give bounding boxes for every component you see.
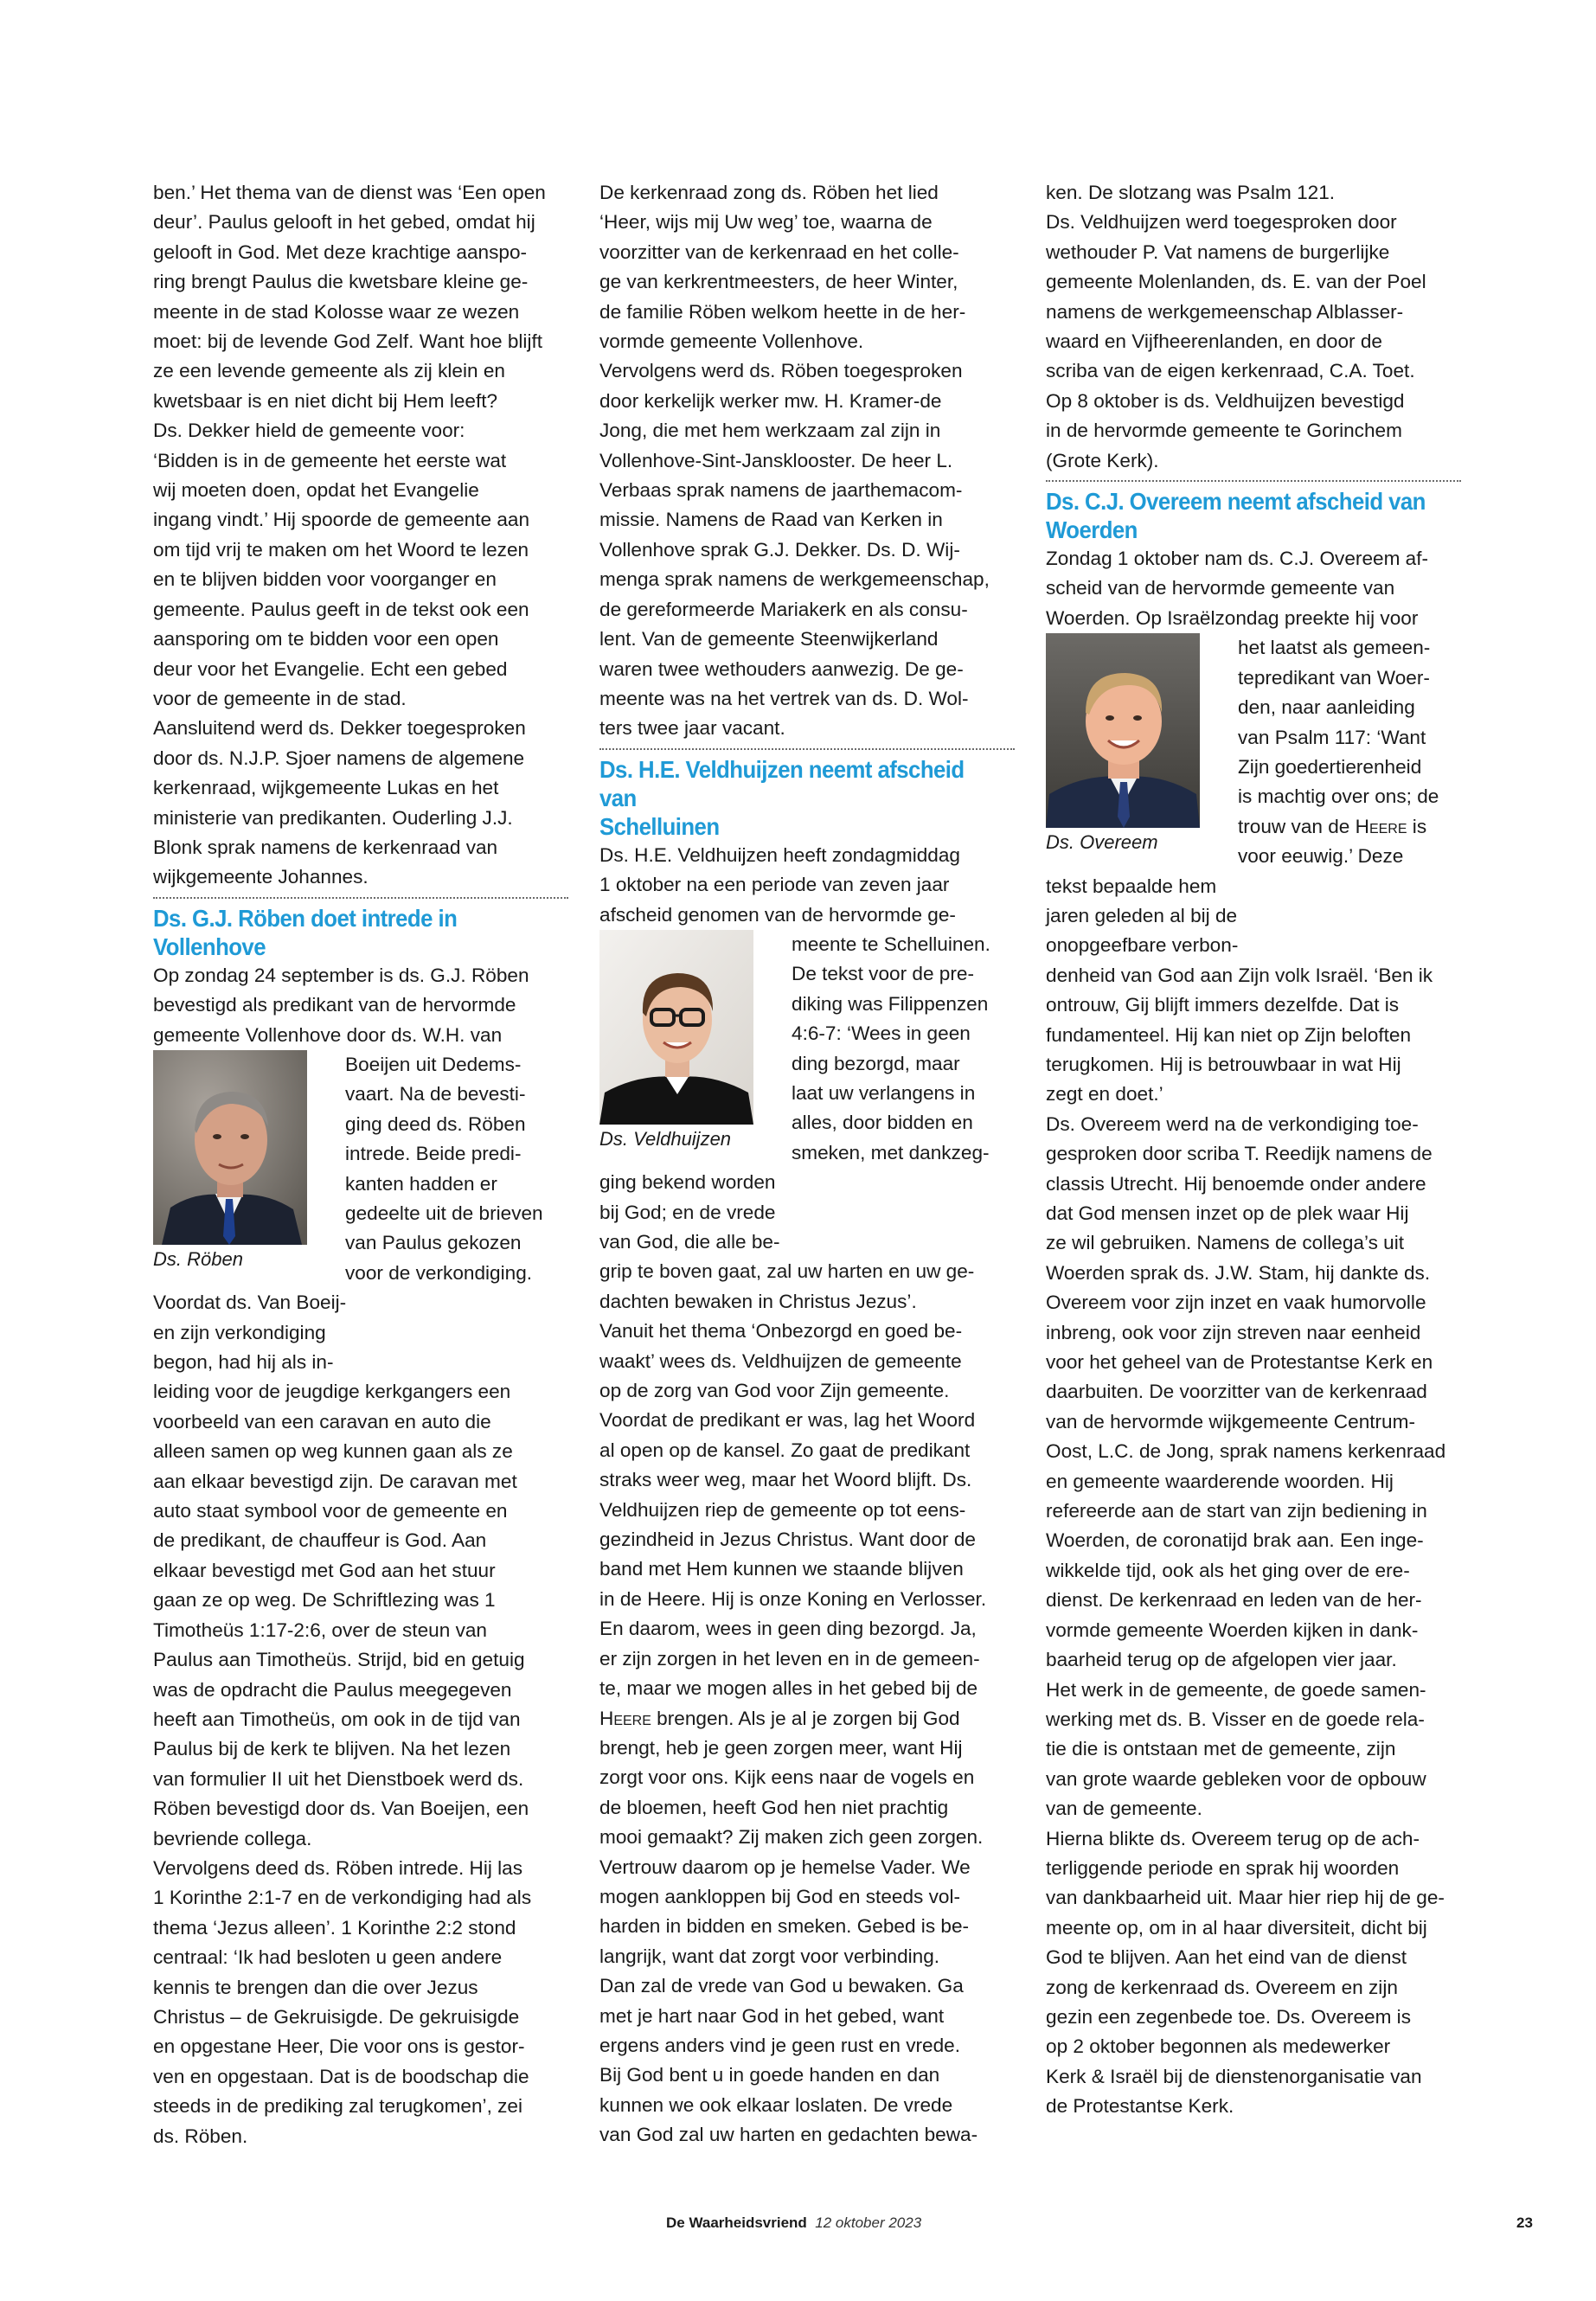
veldhuijzen-photo-block <box>599 930 792 1154</box>
overeem-portrait-image <box>1046 633 1200 828</box>
column-3 <box>1046 178 1461 2122</box>
veldhuijzen-body <box>599 1257 1015 2150</box>
veldhuijzen-body-part1: grip te boven gaat, zal uw harten en uw ge- dachten bewaken in Christus Jezus’. Vanuit het thema ‘Onbezorgd en goed be- waakt’ wees ds. Veldhuijzen de gemeente op de zorg van God voor Zijn gemeente. Voordat de predikant er was, lag het Woord al open op de kansel. Zo gaat de predikant straks weer weg, maar het Woord blijft. Ds. Veldhuijzen riep de gemeente op tot eens- gezindheid in Jezus Christus. Want door de band met Hem kunnen we staande blijven in de Heere. Hij is onze Koning en Verlosser. En daarom, wees in geen ding bezorgd. Ja, er zijn zorgen in het leven en in de gemeen- te, maar we mogen alles in het gebed bij de <box>599 1260 987 1700</box>
overeem-body: denheid van God aan Zijn volk Israël. ‘Ben ik ontrouw, Gij blijft immers dezelfde. Dat is fundamenteel. Hij kan niet op Zijn beloften terugkomen. Hij is betrouwbaar in wat Hij zegt en doet.’ Ds. Overeem werd na de verkondiging toe- gesproken door scriba T. Reedijk namens de classis Utrecht. Hij benoemde onder andere dat God mensen inzet op de plek waar Hij ze wil gebruiken. Namens de collega’s uit Woerden sprak ds. J.W. Stam, hij dankte ds. Overeem voor zijn inzet en vaak humorvolle inbreng, ook voor zijn streven naar eenheid voor het geheel van de Protestantse Kerk en daarbuiten. De voorzitter van de kerkenraad van de hervormde wijkgemeente Centrum- Oost, L.C. de Jong, sprak namens kerkenraad en gemeente waarderende woorden. Hij refereerde aan de start van zijn bediening in Woerden, de coronatijd brak aan. Een inge- wikkelde tijd, ook als het ging over de ere- dienst. De kerkenraad en leden van de her- vormde gemeente Woerden kijken in dank- baarheid terug op de afgelopen vier jaar. Het werk in de gemeente, de goede samen- werking met ds. B. Visser en de goede rela- tie die is ontstaan met de gemeente, zijn van grote waarde gebleken voor de opbouw van de gemeente. Hierna blikte ds. Overeem terug op de ach- terliggende periode en sprak hij woorden van dankbaarheid uit. Maar hier riep hij de ge- meente op, om in al haar diversiteit, dicht bij God te blijven. Aan het eind van de dienst zong de kerkenraad ds. Overeem en zijn gezin een zegenbede toe. Ds. Overeem is op 2 oktober begonnen als medewerker Kerk & Israël bij de dienstenorganisatie van de Protestantse Kerk. <box>1046 964 1446 2118</box>
article-dekker-ending: ben.’ Het thema van de dienst was ‘Een open deur’. Paulus gelooft in het gebed, omdat hij gelooft in God. Met deze krachtige aanspo- ring brengt Paulus die kwetsbare kleine ge- meente in de stad Kolosse waar ze wezen moet: bij de levende God Zelf. Want hoe blijft ze een levende gemeente als zij klein en kwetsbaar is en niet dicht bij Hem leeft? Ds. Dekker hield de gemeente voor: ‘Bidden is in de gemeente het eerste wat wij moeten doen, opdat het Evangelie ingang vindt.’ Hij spoorde de gemeente aan om tijd vrij te maken om het Woord te lezen en te blijven bidden voor voorganger en gemeente. Paulus geeft in de tekst ook een aansporing om te bidden voor een open deur voor het Evangelie. Echt een gebed voor de gemeente in de stad. Aansluitend werd ds. Dekker toegesproken door ds. N.J.P. Sjoer namens de algemene kerkenraad, wijkgemeente Lukas en het ministerie van predikanten. Ouderling J.J. Blonk sprak namens de kerkenraad van wijkgemeente Johannes. <box>153 182 546 888</box>
footer-publication <box>666 2214 921 2232</box>
roben-caption: Ds. Röben <box>153 1247 243 1270</box>
veldhuijzen-body-part3: brengt, heb je geen zorgen meer, want Hij zorgt voor ons. Kijk eens naar de vogels en de bloemen, heeft God hen niet prachtig mooi gemaakt? Zij maken zich geen zorgen. Vertrouw daarom op je hemelse Vader. We mogen aankloppen bij God en steeds vol- harden in bidden en smeken. Gebed is be- langrijk, want dat zorgt voor verbinding. Dan zal de vrede van God u bewaken. Ga met je hart naar God in het gebed, want ergens anders vind je geen rust en vrede. Bij God bent u in goede handen en dan kunnen we ook elkaar loslaten. De vrede van God zal uw harten en gedachten bewa- <box>599 1736 984 2146</box>
dotted-separator <box>1046 480 1461 482</box>
dotted-separator <box>599 748 1015 750</box>
dotted-separator <box>153 897 568 899</box>
roben-photo <box>153 1050 307 1245</box>
page-number: 23 <box>1516 2214 1533 2231</box>
roben-portrait-image <box>153 1050 307 1245</box>
magazine-name: De Waarheidsvriend <box>666 2214 807 2231</box>
veldhuijzen-portrait-image <box>599 930 753 1125</box>
veldhuijzen-body-part2: brengen. Als je al je zorgen bij God <box>651 1707 960 1729</box>
veldhuijzen-continued: ken. De slotzang was Psalm 121. Ds. Veldhuijzen werd toegesproken door wethouder P. Vat namens de burgerlijke gemeente Molenlanden, ds. E. van der Poel namens de werkgemeenschap Alblasser- waard en Vijfheerenlanden, en door de scriba van de eigen kerkenraad, C.A. Toet. Op 8 oktober is ds. Veldhuijzen bevestigd in de hervormde gemeente te Gorinchem (Grote Kerk). <box>1046 182 1426 471</box>
overeem-photo-block <box>1046 633 1238 857</box>
heere-smallcaps: Heere <box>1355 815 1407 837</box>
overeem-photo <box>1046 633 1200 828</box>
roben-wrap-text: Boeijen uit Dedems- vaart. Na de bevesti- ging deed ds. Röben intrede. Beide predi- kanten hadden er gedeelte uit de brieven van Paulus gekozen voor de verkondiging. Voordat ds. Van Boeij- en zijn verkondiging begon, had hij als in- <box>153 1053 543 1374</box>
roben-photo-block <box>153 1050 345 1274</box>
heading-veldhuijzen: Ds. H.E. Veldhuijzen neemt afscheid van Schelluinen <box>599 755 965 840</box>
column-1 <box>153 178 568 2151</box>
overeem-intro: Zondag 1 oktober nam ds. C.J. Overeem af- scheid van de hervormde gemeente van Woerden. Op Israëlzondag preekte hij voor <box>1046 548 1429 629</box>
veldhuijzen-wrap-text: meente te Schelluinen. De tekst voor de pre- diking was Filippenzen 4:6-7: ‘Wees in geen ding bezorgd, maar laat uw verlangens in alles, door bidden en smeken, met dankzeg- ging bekend worden bij God; en de vrede van God, die alle be- <box>599 933 990 1253</box>
issue-date: 12 oktober 2023 <box>815 2214 922 2231</box>
column-2 <box>599 178 1015 2150</box>
veldhuijzen-caption: Ds. Veldhuijzen <box>599 1127 732 1150</box>
overeem-wrap-part2: is voor eeuwig.’ Deze tekst bepaalde hem jaren geleden al bij de onopgeefbare verbon- <box>1046 815 1427 957</box>
heere-smallcaps: Heere <box>599 1707 651 1729</box>
veldhuijzen-intro: Ds. H.E. Veldhuijzen heeft zondagmiddag 1 oktober na een periode van zeven jaar afscheid genomen van de hervormde ge- <box>599 843 960 926</box>
roben-body: leiding voor de jeugdige kerkgangers een voorbeeld van een caravan en auto die alleen samen op weg kunnen gaan als ze aan elkaar bevestigd zijn. De caravan met auto staat symbool voor de gemeente en de predikant, de chauffeur is God. Aan elkaar bevestigd met God aan het stuur gaan ze op weg. De Schriftlezing was 1 Timotheüs 1:17-2:6, over de steun van Paulus aan Timotheüs. Strijd, bid en getuig was de opdracht die Paulus meegegeven heeft aan Timotheüs, om ook in de tijd van Paulus bij de kerk te blijven. Na het lezen van formulier II uit het Dienstboek werd ds. Röben bevestigd door ds. Van Boeijen, een bevriende collega. Vervolgens deed ds. Röben intrede. Hij las 1 Korinthe 2:1-7 en de verkondiging had als thema ‘Jezus alleen’. 1 Korinthe 2:2 stond centraal: ‘Ik had besloten u geen andere kennis te brengen dan die over Jezus Christus – de Gekruisigde. De gekruisigde en opgestane Heer, Die voor ons is gestor- ven en opgestaan. Dat is de boodschap die steeds in de prediking zal terugkomen’, zei ds. Röben. <box>153 1381 532 2147</box>
heading-overeem: Ds. C.J. Overeem neemt afscheid van Woerden <box>1046 488 1426 544</box>
veldhuijzen-photo <box>599 930 753 1125</box>
roben-continued: De kerkenraad zong ds. Röben het lied ‘Heer, wijs mij Uw weg’ toe, waarna de voorzitter van de kerkenraad en het colle- ge van kerkrentmeesters, de heer Winter, de familie Röben welkom heette in de her- vormde gemeente Vollenhove. Vervolgens werd ds. Röben toegesproken door kerkelijk werker mw. H. Kramer-de Jong, die met hem werkzaam zal zijn in Vollenhove-Sint-Jansklooster. De heer L. Verbaas sprak namens de jaarthemacom- missie. Namens de Raad van Kerken in Vollenhove sprak G.J. Dekker. Ds. D. Wij- menga sprak namens de werkgemeenschap, de gereformeerde Mariakerk en als consu- lent. Van de gemeente Steenwijkerland waren twee wethouders aanwezig. De ge- meente was na het vertrek van ds. D. Wol- ters twee jaar vacant. <box>599 182 990 740</box>
roben-intro: Op zondag 24 september is ds. G.J. Röben bevestigd als predikant van de hervormde gemeente Vollenhove door ds. W.H. van <box>153 964 529 1046</box>
overeem-caption: Ds. Overeem <box>1046 831 1158 854</box>
heading-roben: Ds. G.J. Röben doet intrede in Vollenhove <box>153 904 458 960</box>
overeem-wrap-part1: het laatst als gemeen- tepredikant van Woer- den, naar aanleiding van Psalm 117: ‘Want Zijn goedertierenheid is machtig over ons; de trouw van de <box>1238 637 1439 837</box>
